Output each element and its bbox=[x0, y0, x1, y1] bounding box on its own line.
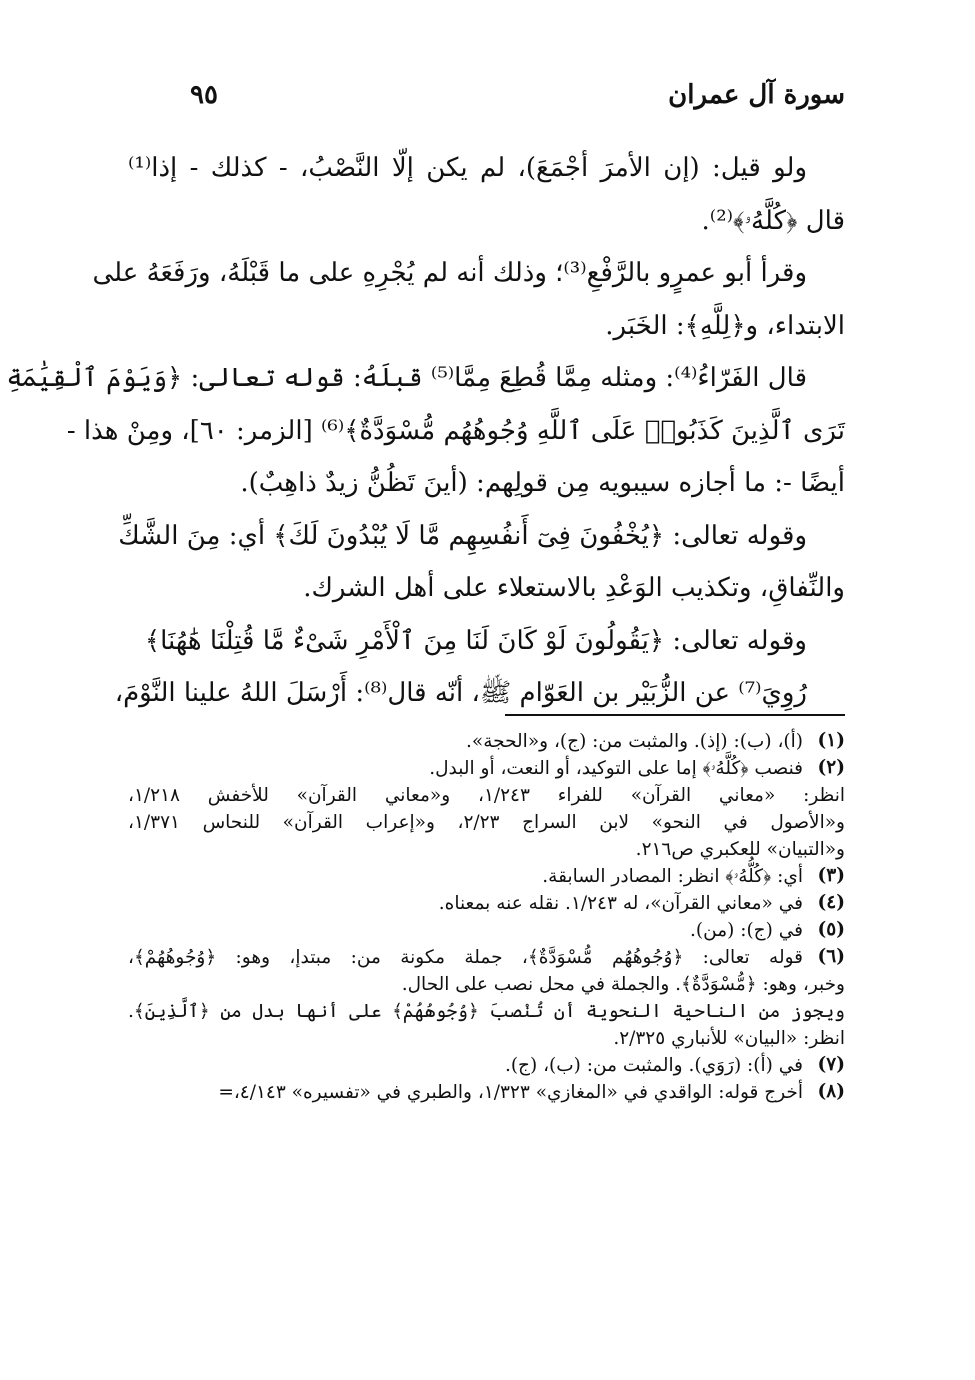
footnote-item bbox=[128, 1079, 845, 1106]
running-title: سورة آل عمران bbox=[668, 80, 845, 110]
footnote-item bbox=[128, 755, 845, 863]
footnote-line: انظر: «البيان» للأنباري ٢/٣٢٥. bbox=[613, 1028, 845, 1049]
footnote-line: أخرج قوله: الواقدي في «المغازي» ١/٣٢٣، والطبري في «تفسيره» ٤/١٤٣،= bbox=[218, 1082, 803, 1103]
footnote-divider bbox=[505, 714, 845, 716]
footnote-number: (٦) bbox=[817, 946, 845, 967]
text-line: تَرَى ٱلَّذِينَ كَذَبُوا۟ عَلَى ٱللَّهِ وُجُوهُهُم مُّسْوَدَّةٌ﴾⁽⁶⁾ [الزمر: ٦٠]، ومِنْ هذا - bbox=[66, 415, 845, 446]
footnote-item bbox=[128, 944, 845, 1052]
text-line: ولو قيل: (إن الأمرَ أجْمَعَ)، لم يكن إلّا النَّصْبُ، - كذلك - إذا⁽¹⁾ bbox=[128, 153, 807, 183]
text-line: والنِّفاقِ، وتكذيب الوَعْدِ بالاستعلاء على أهل الشرك. bbox=[303, 573, 845, 603]
footnote-line: و«الأصول في النحو» لابن السراج ٢/٢٣، و«إعراب القرآن» للنحاس ١/٣٧١، bbox=[128, 812, 845, 833]
page-number: ٩٥ bbox=[190, 80, 218, 110]
footnote-number: (٢) bbox=[817, 757, 845, 778]
footnote-line: قوله تعالى: ﴿وُجُوهُهُم مُّسْوَدَّةٌ﴾، جملة مكونة من: مبتدإ، وهو: ﴿وُجُوهُهُمْ﴾، bbox=[128, 947, 803, 968]
text-line: أيضًا -: ما أجازه سيبويه مِن قولِهم: (أينَ تَظُنُّ زيدٌ ذاهِبٌ). bbox=[240, 468, 845, 498]
footnote-line: في (ج): (من). bbox=[690, 920, 803, 941]
footnote-line: في «معاني القرآن»، له ١/٢٤٣. نقله عنه بمعناه. bbox=[438, 893, 803, 914]
footnote-line: و«التبيان» للعكبري ص٢١٦. bbox=[635, 839, 845, 860]
footnote-item bbox=[128, 1052, 845, 1079]
footnote-line: (أ)، (ب): (إذ). والمثبت من: (ج)، و«الحجة». bbox=[466, 731, 803, 752]
text-line: قال الفَرّاءُ⁽⁴⁾: ومثله مِمَّا قُطِعَ مِمَّا⁽⁵⁾ قبلَهُ: قوله تعالى: ﴿وَيَوْمَ ٱلْقِيَٰمَةِ bbox=[6, 363, 807, 393]
footnote-number: (٨) bbox=[817, 1081, 845, 1102]
footnote-number: (٣) bbox=[817, 865, 845, 886]
footnote-line: وخبر، وهو: ﴿مُّسْوَدَّةٌ﴾. والجملة في محل نصب على الحال. bbox=[401, 974, 845, 995]
footnote-item bbox=[128, 917, 845, 944]
footnotes bbox=[128, 728, 845, 1106]
footnote-item bbox=[128, 728, 845, 755]
footnote-line: في (أ): (رَوَي). والمثبت من: (ب)، (ج). bbox=[504, 1055, 803, 1076]
page-header bbox=[150, 80, 845, 124]
text-line: قال ﴿كُلَّهُۥ﴾⁽²⁾. bbox=[701, 205, 845, 236]
footnote-number: (٧) bbox=[817, 1054, 845, 1075]
text-line: الابتداء، و﴿لِلَّهِ﴾: الخَبَر. bbox=[605, 310, 845, 341]
footnote-item bbox=[128, 890, 845, 917]
footnote-line: انظر: «معاني القرآن» للفراء ١/٢٤٣، و«معاني القرآن» للأخفش ١/٢١٨، bbox=[128, 785, 845, 806]
footnote-line: أي: ﴿كُلُّهُۥ﴾ انظر: المصادر السابقة. bbox=[542, 866, 803, 887]
main-text bbox=[6, 142, 845, 720]
text-line: وقوله تعالى: ﴿يُخْفُونَ فِىٓ أَنفُسِهِم مَّا لَا يُبْدُونَ لَكَ﴾ أي: مِنَ الشَّكِّ bbox=[118, 520, 807, 551]
footnote-number: (١) bbox=[817, 730, 845, 751]
footnote-number: (٥) bbox=[817, 919, 845, 940]
footnote-line: فنصب ﴿كُلَّهُۥ﴾ إما على التوكيد، أو النعت، أو البدل. bbox=[429, 758, 803, 779]
text-line: وقرأ أبو عمرٍو بالرَّفْعِ⁽³⁾؛ وذلك أنه لم يُجْرِهِ على ما قَبْلَهُ، ورَفَعَهُ على bbox=[92, 258, 807, 288]
footnote-number: (٤) bbox=[817, 892, 845, 913]
footnote-line: ويجوز من الناحية النحوية أن تُنْصبَ ﴿وُجُوهُهُمْ﴾ على أنها بدل من ﴿ٱلَّذِينَ﴾. bbox=[128, 1001, 845, 1022]
footnote-item bbox=[128, 863, 845, 890]
text-line: رُوِيَ⁽⁷⁾ عن الزُّبَيْر بن العَوّام ﷺ، أنّه قال⁽⁸⁾: أَرْسَلَ اللهُ علينا النَّوْمَ، bbox=[114, 678, 807, 708]
text-line: وقوله تعالى: ﴿يَقُولُونَ لَوْ كَانَ لَنَا مِنَ ٱلْأَمْرِ شَىْءٌ مَّا قُتِلْنَا هَٰهُنَا﴾ bbox=[144, 625, 807, 656]
